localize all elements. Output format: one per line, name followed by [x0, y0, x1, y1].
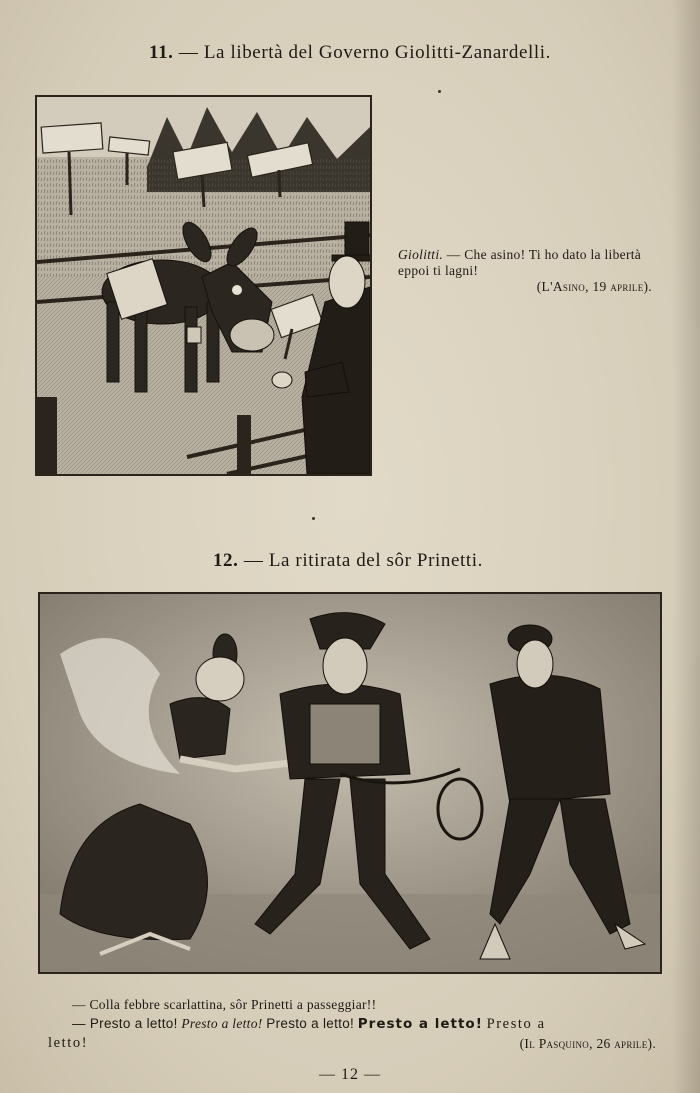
page-number: — 12 — [319, 1066, 381, 1083]
caption-line-3 [48, 1034, 668, 1053]
caption-speaker: Giolitti. [398, 247, 444, 262]
caption-line-2 [48, 1014, 668, 1034]
caption-phrase-1: — Presto a letto! [72, 1016, 178, 1031]
plate-12-caption [48, 995, 668, 1053]
plate-12-illustration [38, 592, 662, 974]
caption-source [520, 1034, 668, 1053]
caption-quote: — Che asino! Ti ho dato la libertà eppoi ti lagni! [398, 247, 642, 278]
caption-phrase-2: Presto a letto! [181, 1016, 263, 1031]
caption-phrase-3: Presto a letto! [266, 1016, 355, 1031]
plate-12-number: 12. [212, 550, 239, 571]
three-figures-cartoon-illustration [40, 594, 660, 972]
caption-line-1: — Colla febbre scarlattina, sôr Prinetti a passeggiar!! [72, 997, 377, 1012]
caption-phrase-4: Presto a letto! [357, 1016, 483, 1032]
caption-source-text: (Il Pasquino, 26 aprile). [519, 1036, 656, 1051]
plate-11-heading [0, 42, 700, 64]
plate-11-caption [398, 247, 668, 295]
plate-11-illustration [35, 95, 372, 476]
plate-11-title: — La libertà del Governo Giolitti-Zanardelli. [178, 42, 551, 63]
scan-speck [312, 517, 315, 520]
plate-11-number: 11. [149, 42, 174, 63]
caption-phrase-5: Presto a [486, 1016, 546, 1032]
plate-12-heading [0, 550, 698, 572]
caption-source: (L'Asino, 19 aprile). [536, 279, 652, 294]
plate-12-title: — La ritirata del sôr Prinetti. [243, 550, 484, 571]
caption-line-3-start: letto! [48, 1035, 89, 1051]
scan-speck [438, 90, 441, 93]
page-edge-shadow [672, 0, 700, 1093]
donkey-cartoon-illustration [37, 97, 370, 474]
